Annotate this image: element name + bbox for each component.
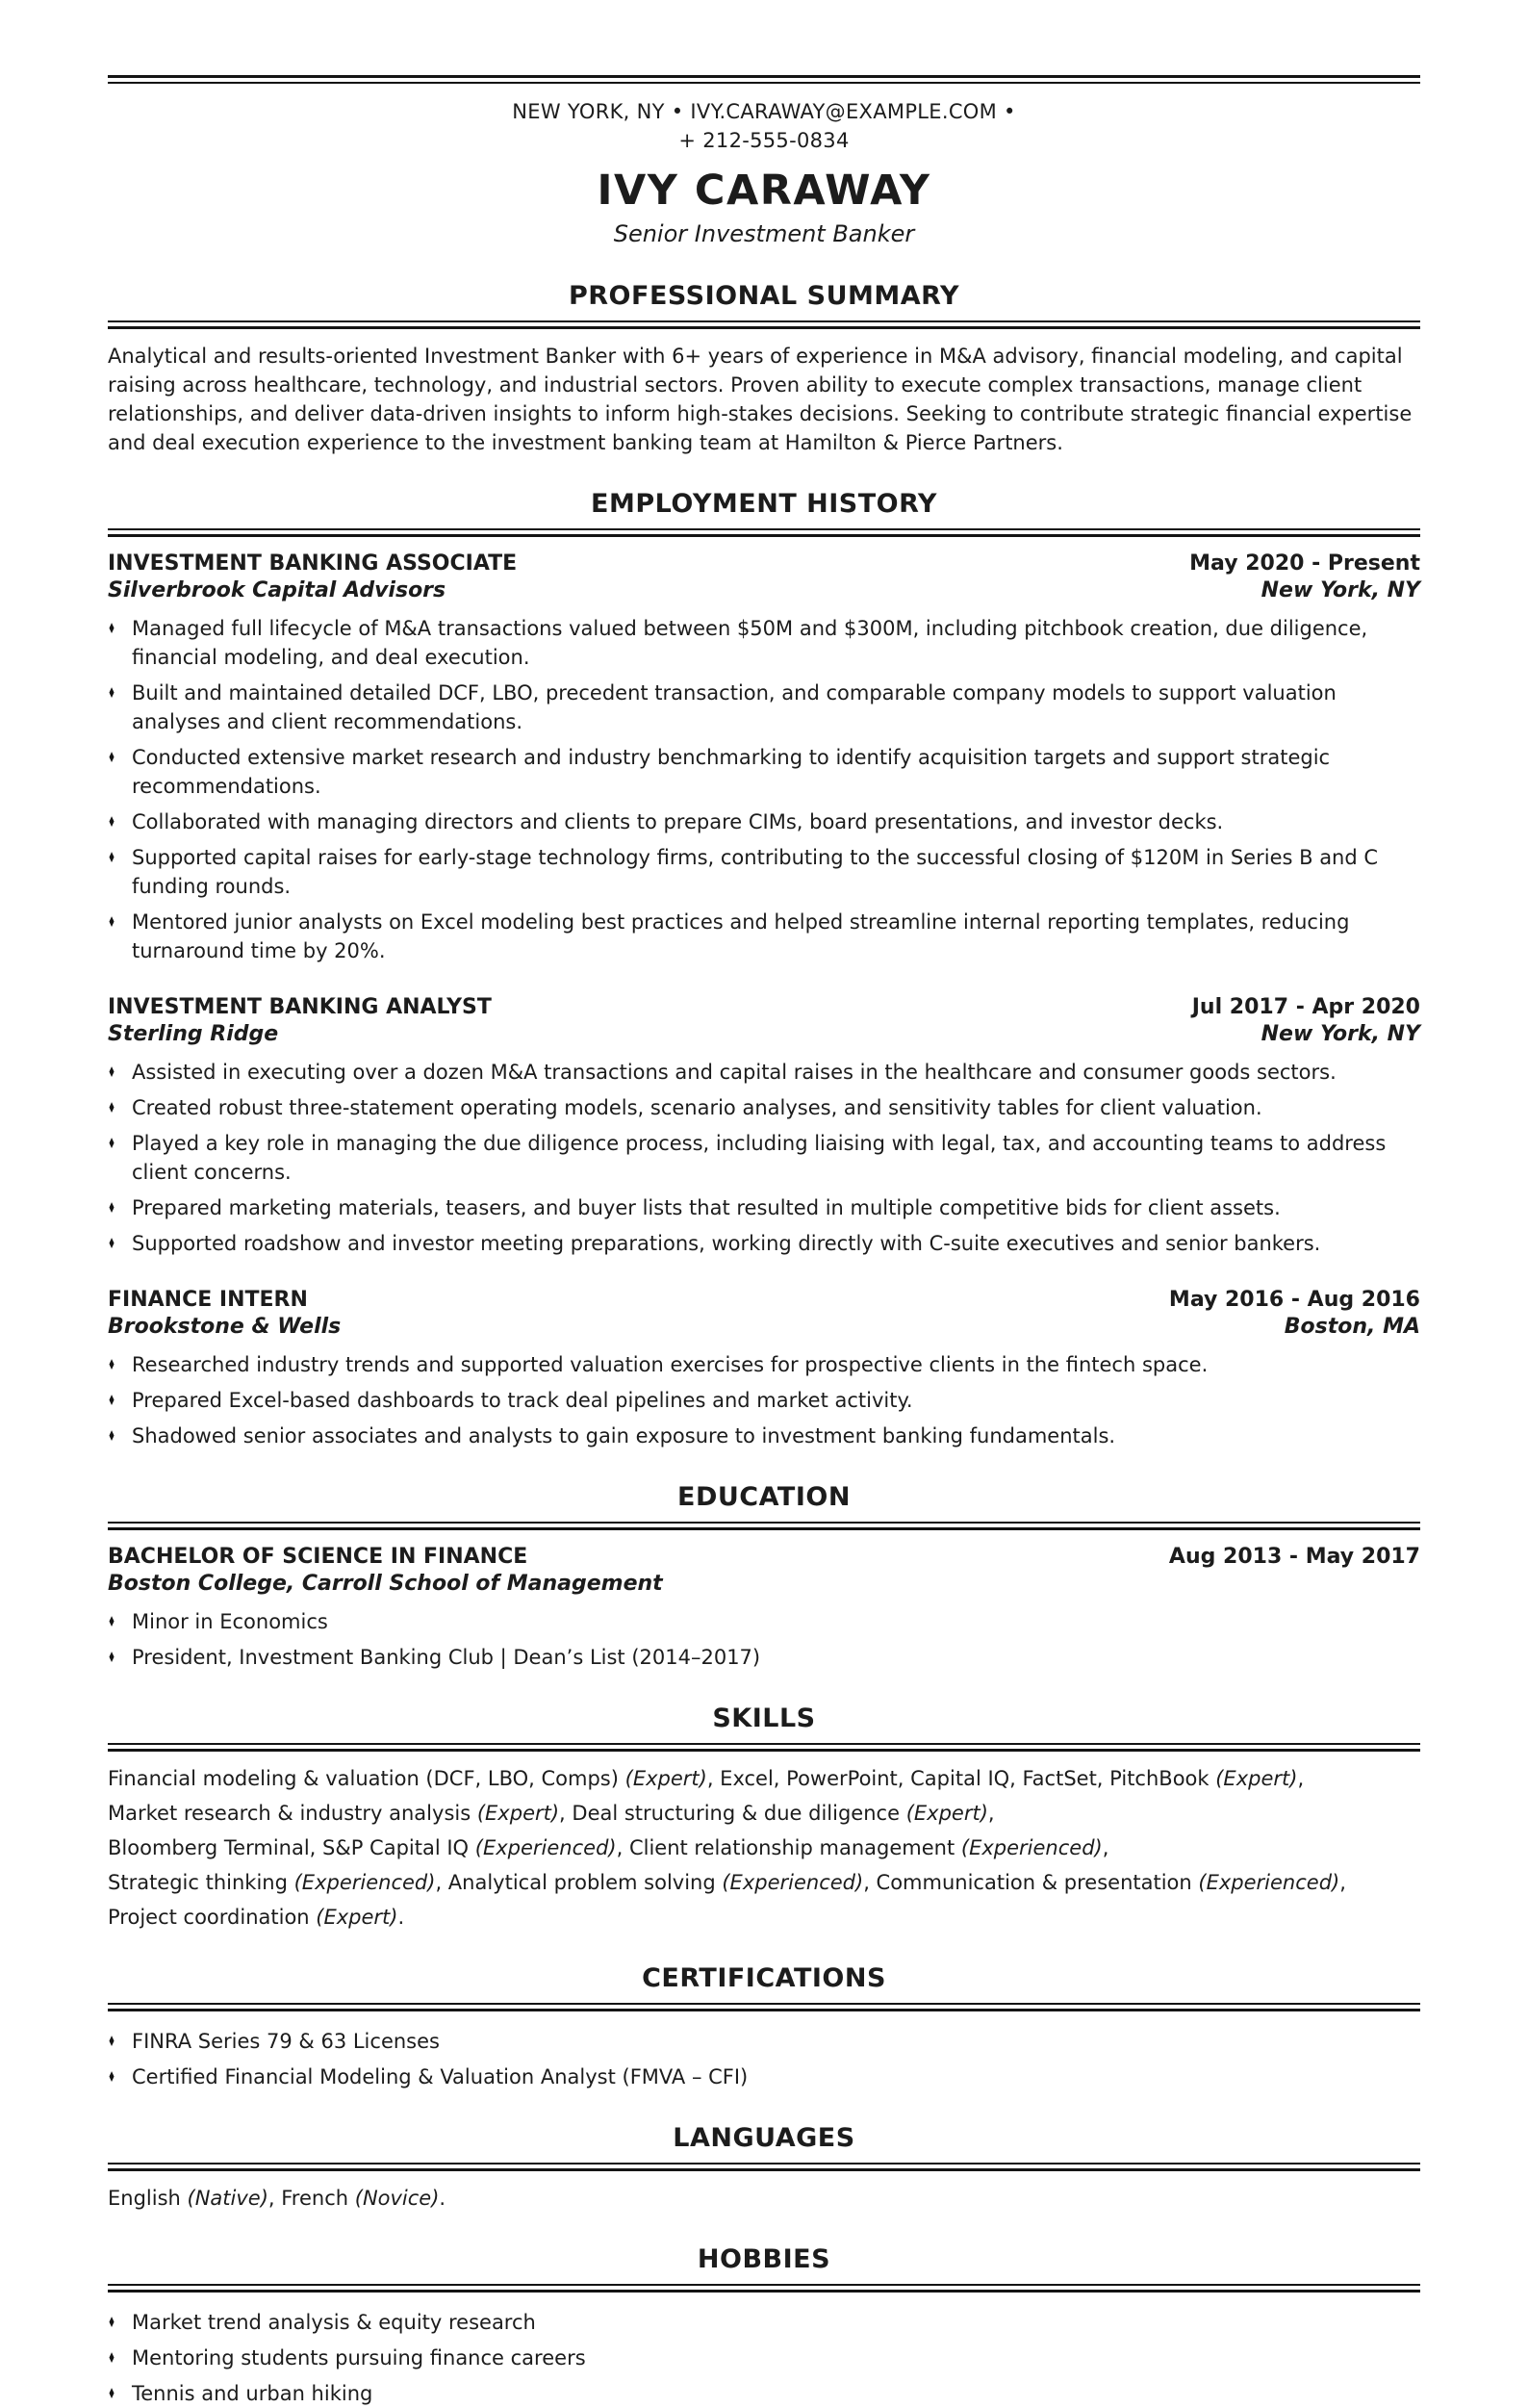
- proficiency-level-text: (Experienced): [722, 1871, 864, 1894]
- diamond-bullet-icon: ♦: [108, 684, 116, 702]
- section-rule: [108, 1522, 1420, 1530]
- bullet-text: President, Investment Banking Club | Dean’s List (2014–2017): [132, 1646, 761, 1669]
- bullet-text: Conducted extensive market research and industry benchmarking to identify acquisition targets and support strategic recommendations.: [132, 746, 1331, 798]
- job-entry: [108, 1287, 1420, 1450]
- text-segment: ,: [1339, 1871, 1346, 1894]
- job-title: INVESTMENT BANKING ASSOCIATE: [108, 551, 518, 576]
- school-name: Boston College, Carroll School of Management: [108, 1572, 663, 1596]
- section-skills: [108, 1703, 1420, 1932]
- section-heading: SKILLS: [712, 1704, 816, 1733]
- resume-page: [0, 75, 1528, 2405]
- degree-dates: Aug 2013 - May 2017: [1168, 1545, 1420, 1569]
- text-segment: , Analytical problem solving: [435, 1871, 723, 1894]
- section-employment-history: [108, 488, 1420, 1450]
- list-item: [108, 807, 1420, 836]
- section-heading: CERTIFICATIONS: [642, 1963, 886, 1993]
- skills-line: [108, 1833, 1420, 1862]
- diamond-bullet-icon: ♦: [108, 1135, 116, 1152]
- certifications-list: [108, 2027, 1420, 2091]
- section-hobbies: [108, 2243, 1420, 2408]
- text-segment: Strategic thinking: [108, 1871, 294, 1894]
- section-languages: [108, 2122, 1420, 2213]
- section-professional-summary: [108, 280, 1420, 457]
- bullet-text: Managed full lifecycle of M&A transactions valued between $50M and $300M, including pitchbook creation, due diligence, financial modeling, and deal execution.: [132, 617, 1368, 669]
- text-segment: ,: [1102, 1836, 1109, 1859]
- diamond-bullet-icon: ♦: [108, 620, 116, 637]
- proficiency-level-text: (Expert): [905, 1802, 988, 1825]
- job-bullet-list: [108, 1350, 1420, 1450]
- job-location: New York, NY: [1261, 578, 1420, 602]
- bullet-text: Prepared marketing materials, teasers, and buyer lists that resulted in multiple competitive bids for client assets.: [132, 1196, 1281, 1219]
- list-item: [108, 1607, 1420, 1636]
- bullet-text: Minor in Economics: [132, 1610, 328, 1633]
- bullet-text: FINRA Series 79 & 63 Licenses: [132, 2030, 440, 2053]
- education-entry: [108, 1544, 1420, 1672]
- job-dates: May 2020 - Present: [1189, 551, 1420, 576]
- skills-line: [108, 1799, 1420, 1828]
- diamond-bullet-icon: ♦: [108, 749, 116, 766]
- job-title: FINANCE INTERN: [108, 1288, 308, 1312]
- list-item: [108, 1093, 1420, 1122]
- section-certifications: [108, 1962, 1420, 2091]
- diamond-bullet-icon: ♦: [108, 2314, 116, 2331]
- resume-header: [108, 97, 1420, 249]
- summary-paragraph: Analytical and results-oriented Investment Banker with 6+ years of experience in M&A advisory, financial modeling, and capital raising across healthcare, technology, and industrial sectors. Proven ability to execute complex transactions, manage client relationships, and deliver data-driven insights to inform high-stakes decisions. Seeking to contribute strategic financial expertise and deal execution experience to the investment banking team at Hamilton & Pierce Partners.: [108, 345, 1413, 454]
- section-rule: [108, 528, 1420, 537]
- proficiency-level-text: (Experienced): [474, 1836, 617, 1859]
- skills-line: [108, 1868, 1420, 1897]
- text-segment: , Communication & presentation: [863, 1871, 1199, 1894]
- diamond-bullet-icon: ♦: [108, 1392, 116, 1409]
- job-location: Boston, MA: [1284, 1315, 1420, 1339]
- diamond-bullet-icon: ♦: [108, 1063, 116, 1081]
- section-rule: [108, 2003, 1420, 2011]
- list-item: [108, 679, 1420, 736]
- bullet-text: Played a key role in managing the due diligence process, including liaising with legal, tax, and accounting teams to address client concerns.: [132, 1132, 1387, 1184]
- degree-title: BACHELOR OF SCIENCE IN FINANCE: [108, 1545, 528, 1569]
- proficiency-level-text: (Novice): [354, 2187, 440, 2210]
- proficiency-level-text: (Expert): [316, 1906, 398, 1929]
- section-education: [108, 1481, 1420, 1672]
- bullet-text: Prepared Excel-based dashboards to track deal pipelines and market activity.: [132, 1389, 913, 1412]
- text-segment: .: [397, 1906, 405, 1929]
- list-item: [108, 1643, 1420, 1672]
- proficiency-level-text: (Expert): [624, 1767, 707, 1790]
- diamond-bullet-icon: ♦: [108, 913, 116, 931]
- bullet-text: Created robust three-statement operating models, scenario analyses, and sensitivity tables for client valuation.: [132, 1096, 1262, 1119]
- section-heading: PROFESSIONAL SUMMARY: [568, 281, 960, 311]
- skills-line: [108, 1764, 1420, 1793]
- proficiency-level-text: (Expert): [476, 1802, 560, 1825]
- contact-line-1: NEW YORK, NY • IVY.CARAWAY@EXAMPLE.COM •: [512, 100, 1016, 123]
- list-item: [108, 2344, 1420, 2372]
- bullet-text: Supported roadshow and investor meeting preparations, working directly with C-suite executives and senior bankers.: [132, 1232, 1321, 1255]
- diamond-bullet-icon: ♦: [108, 1235, 116, 1252]
- list-item: [108, 1229, 1420, 1258]
- diamond-bullet-icon: ♦: [108, 1613, 116, 1630]
- bullet-text: Mentoring students pursuing finance careers: [132, 2346, 586, 2370]
- bullet-text: Assisted in executing over a dozen M&A transactions and capital raises in the healthcare and consumer goods sectors.: [132, 1061, 1337, 1084]
- job-entry: [108, 994, 1420, 1258]
- bullet-text: Researched industry trends and supported valuation exercises for prospective clients in the fintech space.: [132, 1353, 1209, 1376]
- list-item: [108, 1193, 1420, 1222]
- list-item: [108, 2379, 1420, 2408]
- hobbies-list: [108, 2308, 1420, 2408]
- diamond-bullet-icon: ♦: [108, 2349, 116, 2367]
- proficiency-level-text: (Experienced): [293, 1871, 436, 1894]
- text-segment: Financial modeling & valuation (DCF, LBO, Comps): [108, 1767, 625, 1790]
- diamond-bullet-icon: ♦: [108, 1427, 116, 1445]
- text-segment: Market research & industry analysis: [108, 1802, 477, 1825]
- section-rule: [108, 2284, 1420, 2293]
- list-item: [108, 843, 1420, 901]
- list-item: [108, 2027, 1420, 2056]
- job-dates: Jul 2017 - Apr 2020: [1191, 995, 1420, 1019]
- section-heading: EDUCATION: [677, 1482, 851, 1512]
- diamond-bullet-icon: ♦: [108, 2385, 116, 2402]
- diamond-bullet-icon: ♦: [108, 2068, 116, 2086]
- job-company: Silverbrook Capital Advisors: [108, 578, 446, 602]
- job-entry: [108, 551, 1420, 965]
- section-rule: [108, 2163, 1420, 2171]
- education-bullet-list: [108, 1607, 1420, 1672]
- page-top-rule: [108, 75, 1420, 84]
- skills-line: [108, 1903, 1420, 1932]
- candidate-name: IVY CARAWAY: [597, 167, 931, 215]
- list-item: [108, 1422, 1420, 1450]
- diamond-bullet-icon: ♦: [108, 1356, 116, 1373]
- list-item: [108, 1350, 1420, 1379]
- job-bullet-list: [108, 614, 1420, 965]
- list-item: [108, 1058, 1420, 1087]
- text-segment: Bloomberg Terminal, S&P Capital IQ: [108, 1836, 475, 1859]
- list-item: [108, 908, 1420, 965]
- text-segment: , Client relationship management: [616, 1836, 961, 1859]
- candidate-role: Senior Investment Banker: [613, 220, 915, 247]
- languages-line: [108, 2184, 1420, 2213]
- job-title: INVESTMENT BANKING ANALYST: [108, 995, 492, 1019]
- text-segment: Project coordination: [108, 1906, 317, 1929]
- diamond-bullet-icon: ♦: [108, 1099, 116, 1116]
- job-location: New York, NY: [1261, 1022, 1420, 1046]
- bullet-text: Shadowed senior associates and analysts to gain exposure to investment banking fundamentals.: [132, 1424, 1116, 1447]
- job-dates: May 2016 - Aug 2016: [1168, 1288, 1420, 1312]
- text-segment: , Excel, PowerPoint, Capital IQ, FactSet, PitchBook: [706, 1767, 1216, 1790]
- text-segment: English: [108, 2187, 188, 2210]
- list-item: [108, 743, 1420, 801]
- bullet-text: Market trend analysis & equity research: [132, 2311, 536, 2334]
- job-bullet-list: [108, 1058, 1420, 1258]
- bullet-text: Tennis and urban hiking: [132, 2382, 373, 2405]
- text-segment: , French: [267, 2187, 355, 2210]
- list-item: [108, 1129, 1420, 1187]
- proficiency-level-text: (Native): [187, 2187, 268, 2210]
- text-segment: ,: [987, 1802, 995, 1825]
- text-segment: , Deal structuring & due diligence: [559, 1802, 906, 1825]
- text-segment: ,: [1297, 1767, 1305, 1790]
- bullet-text: Built and maintained detailed DCF, LBO, precedent transaction, and comparable company models to support valuation analyses and client recommendations.: [132, 681, 1337, 733]
- section-rule: [108, 1743, 1420, 1752]
- section-heading: LANGUAGES: [673, 2123, 855, 2153]
- proficiency-level-text: (Expert): [1215, 1767, 1298, 1790]
- list-item: [108, 1386, 1420, 1415]
- list-item: [108, 614, 1420, 672]
- bullet-text: Collaborated with managing directors and clients to prepare CIMs, board presentations, and investor decks.: [132, 810, 1224, 833]
- list-item: [108, 2062, 1420, 2091]
- section-heading: HOBBIES: [697, 2244, 831, 2274]
- text-segment: .: [439, 2187, 446, 2210]
- bullet-text: Supported capital raises for early-stage technology firms, contributing to the successful closing of $120M in Series B and C funding rounds.: [132, 846, 1379, 898]
- job-company: Brookstone & Wells: [108, 1315, 342, 1339]
- diamond-bullet-icon: ♦: [108, 2033, 116, 2050]
- diamond-bullet-icon: ♦: [108, 849, 116, 866]
- job-company: Sterling Ridge: [108, 1022, 279, 1046]
- bullet-text: Certified Financial Modeling & Valuation Analyst (FMVA – CFI): [132, 2065, 749, 2088]
- diamond-bullet-icon: ♦: [108, 1649, 116, 1666]
- list-item: [108, 2308, 1420, 2337]
- proficiency-level-text: (Experienced): [1198, 1871, 1340, 1894]
- contact-line-2: + 212-555-0834: [678, 129, 850, 152]
- bullet-text: Mentored junior analysts on Excel modeling best practices and helped streamline internal reporting templates, reducing turnaround time by 20%.: [132, 910, 1350, 962]
- section-rule: [108, 320, 1420, 329]
- diamond-bullet-icon: ♦: [108, 1199, 116, 1217]
- proficiency-level-text: (Experienced): [960, 1836, 1103, 1859]
- section-heading: EMPLOYMENT HISTORY: [591, 489, 937, 519]
- diamond-bullet-icon: ♦: [108, 813, 116, 831]
